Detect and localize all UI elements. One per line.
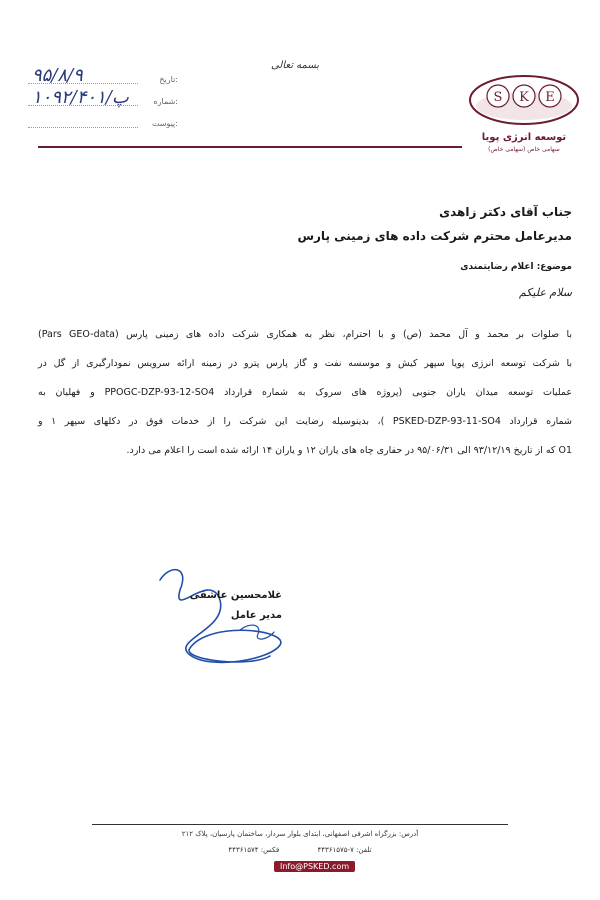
date-value: ۹۵/۸/۹ (32, 65, 83, 86)
attachment-row (28, 108, 178, 130)
body-line: O1 که از تاریخ ۹۳/۱۲/۱۹ الی ۹۵/۰۶/۳۱ در حفاری چاه های یاران ۱۲ و یاران ۱۴ ارائه شده است را اعلام می دارد. (126, 445, 572, 456)
signatory-title: مدیر عامل (230, 610, 282, 621)
header-divider (38, 146, 462, 148)
date-row (28, 64, 178, 86)
letter-body (38, 320, 572, 465)
svg-text:K: K (519, 90, 529, 105)
company-name: توسعه انرژی پویا (481, 132, 567, 143)
date-label: تاریخ: (159, 75, 178, 84)
recipient-block (172, 200, 572, 248)
footer-fax: فکس: ۴۴۳۶۱۵۷۴ (228, 846, 280, 854)
body-line: عملیات توسعه میدان یاران جنوبی (پروژه های سروک به شماره قرارداد PPOGC-DZP-93-12-SO4 و فهلیان به (38, 387, 573, 398)
svg-text:E: E (545, 90, 555, 105)
footer-address: آدرس: بزرگراه اشرفی اصفهانی، ابتدای بلوار سردار، ساختمان پارسیان، پلاک ۲۱۲ (181, 830, 419, 838)
date-underline (28, 83, 138, 84)
body-line: با شرکت توسعه انرژی پویا سپهر کیش و موسسه نفت و گاز پارس پترو در زمینه ارائه سرویس نمودارگیری از گل در (38, 358, 572, 369)
attachment-underline (28, 127, 138, 128)
letter-subject: موضوع: اعلام رضایتمندی (460, 262, 572, 272)
company-logo (466, 70, 582, 160)
letter-meta (28, 64, 178, 130)
attachment-label: پیوست: (151, 119, 178, 128)
number-row (28, 86, 178, 108)
ske-logo-icon (466, 70, 582, 132)
body-line: شماره قرارداد PSKED-DZP-93-11-SO4 )، بدینوسیله رضایت این شرکت را از خدمات فوق در دکلهای سپهر ۱ و (38, 416, 573, 427)
recipient-name: جناب آقای دکتر زاهدی (439, 205, 572, 219)
number-value: ۱۰۹۲/۴۰۱/پ (32, 87, 129, 108)
number-label: شماره: (153, 97, 178, 106)
footer-divider (92, 824, 508, 825)
letter-greeting: سلام علیکم (518, 286, 572, 299)
footer-phone: تلفن: ۷-۴۴۳۶۱۵۷۵ (317, 846, 372, 854)
number-underline (28, 105, 138, 106)
company-subtitle: سهامی خاص (سهامی خاص) (488, 146, 560, 153)
svg-text:S: S (493, 90, 503, 105)
signature-block (150, 560, 300, 680)
recipient-title: مدیرعامل محترم شرکت داده های زمینی پارس (297, 229, 572, 243)
footer-contacts (180, 846, 420, 854)
footer-email[interactable]: Info@PSKED.com (274, 861, 355, 872)
body-line: با صلوات بر محمد و آل محمد (ص) و با احترام، نظر به همکاری شرکت داده های زمینی پارس (Pars GEO-data) (38, 329, 572, 340)
signatory-name: غلامحسین عاشقی (189, 590, 282, 601)
bismillah-heading: بسمه تعالی (270, 60, 320, 71)
